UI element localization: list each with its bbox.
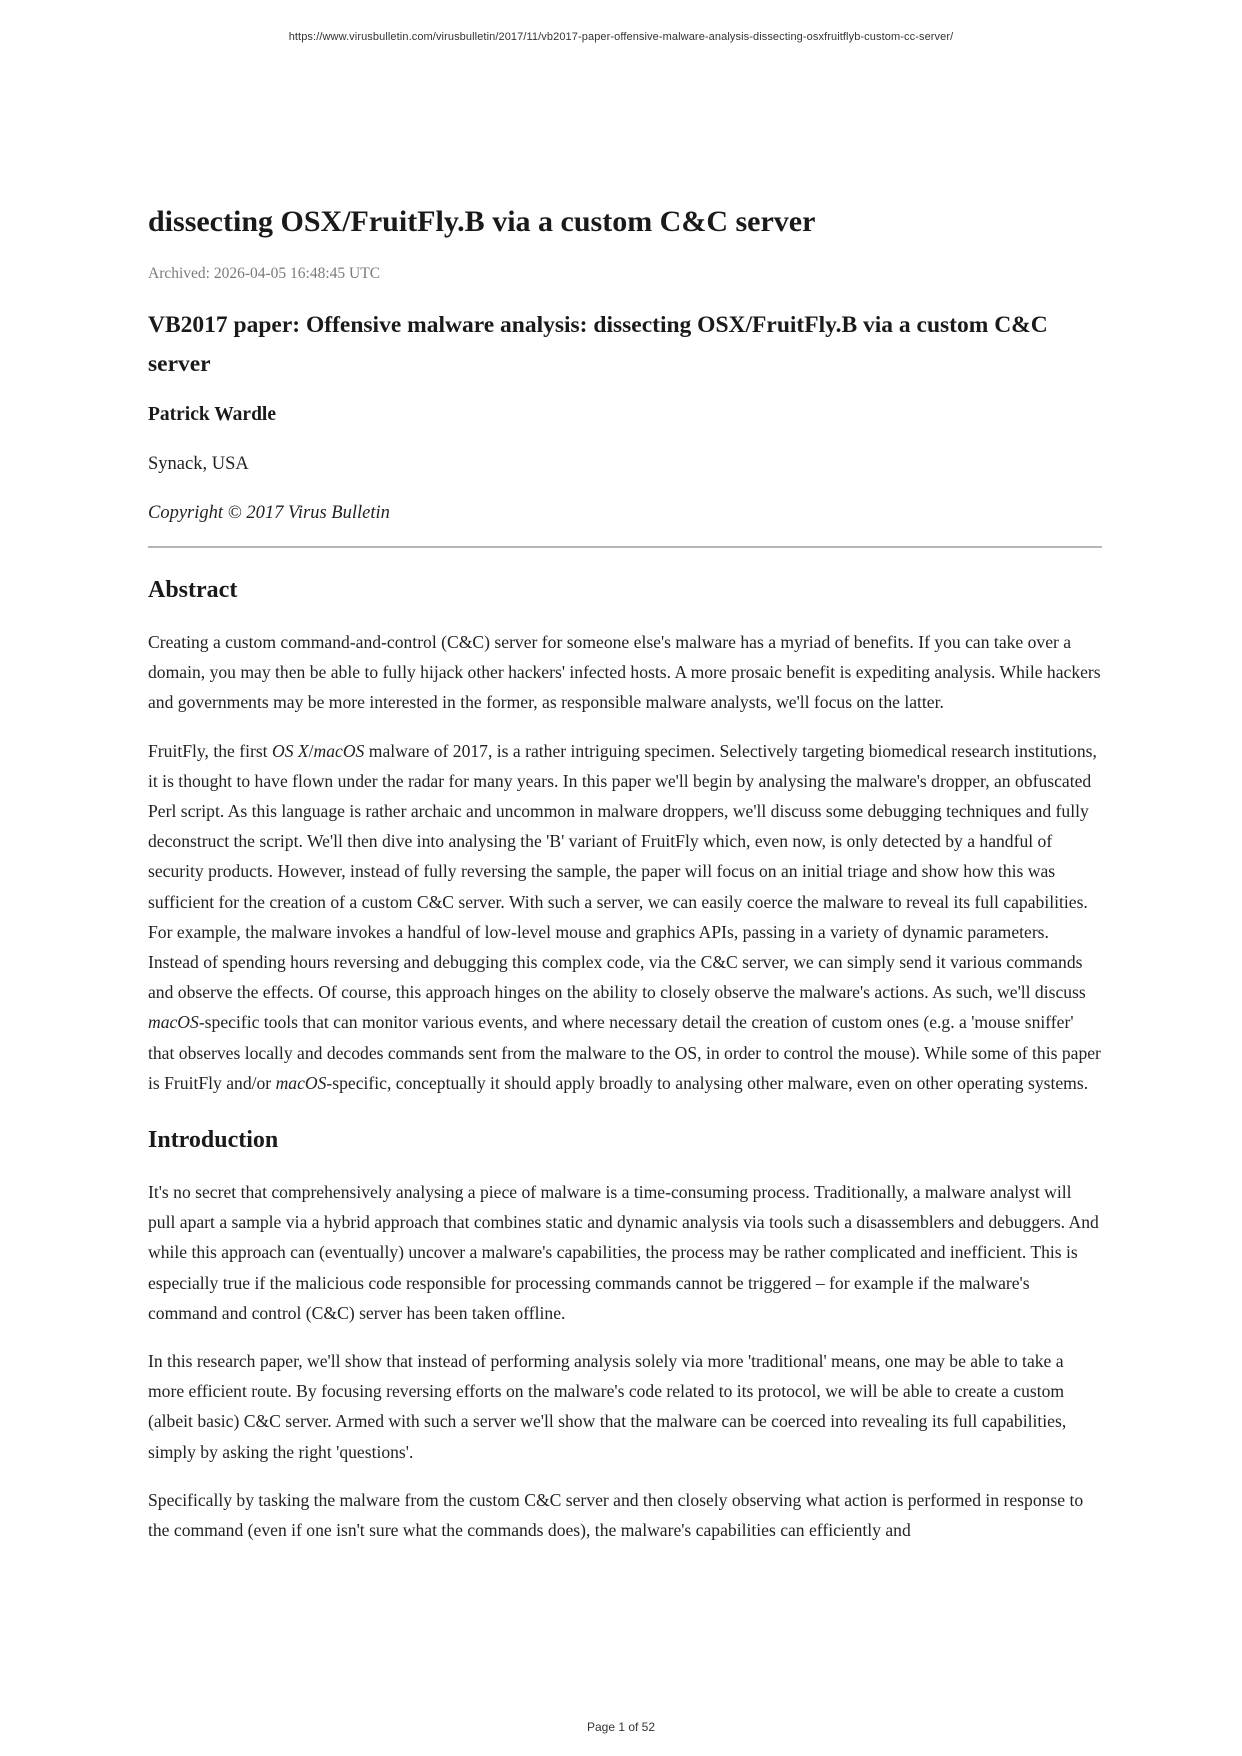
abstract-paragraph-1: Creating a custom command-and-control (C&C) server for someone else's malware has a myriad of benefits. If you can take over a domain, you may then be able to fully hijack other hackers' infected hosts. A more prosaic benefit is expediting analysis. While hackers and governments may be more interested in the former, as responsible malware analysts, we'll focus on the latter.	[148, 632, 1101, 713]
source-url: https://www.virusbulletin.com/virusbulletin/2017/11/vb2017-paper-offensive-malware-analysis-dissecting-osxfruitflyb-custom-cc-server/	[288, 31, 954, 43]
introduction-heading: Introduction	[148, 1127, 279, 1154]
italic-term-macos: macOS	[313, 740, 365, 761]
section-divider	[148, 546, 1102, 548]
introduction-section	[148, 1124, 1102, 1545]
copyright-notice: Copyright © 2017 Virus Bulletin	[148, 503, 390, 523]
introduction-paragraph-1: It's no secret that comprehensively analysing a piece of malware is a time-consuming process. Traditionally, a malware analyst will pull apart a sample via a hybrid approach that combines static and dynamic analysis via tools such a disassemblers and debuggers. And while this approach can (eventually) uncover a malware's capabilities, the process may be rather complicated and inefficient. This is especially true if the malicious code responsible for processing commands cannot be triggered – for example if the malware's command and control (C&C) server has been taken offline.	[148, 1182, 1099, 1323]
text-run: /	[308, 740, 314, 761]
abstract-section	[148, 574, 1102, 1098]
archived-timestamp: Archived: 2026-04-05 16:48:45 UTC	[148, 265, 381, 282]
author-affiliation: Synack, USA	[148, 454, 249, 474]
abstract-heading: Abstract	[148, 577, 238, 603]
introduction-paragraph-2: In this research paper, we'll show that instead of performing analysis solely via more 'traditional' means, one may be able to take a more efficient route. By focusing reversing efforts on the malware's code related to its protocol, we will be able to create a custom (albeit basic) C&C server. Armed with such a server we'll show that the malware can be coerced into revealing its full capabilities, simply by asking the right 'questions'.	[148, 1351, 1067, 1462]
italic-term-macos: macOS	[275, 1072, 327, 1093]
author-name: Patrick Wardle	[148, 404, 276, 425]
document-body	[148, 202, 1102, 1545]
text-run: -specific, conceptually it should apply broadly to analysing other malware, even on other operating systems.	[326, 1072, 1089, 1093]
text-run: -specific tools that can monitor various events, and where necessary detail the creation of custom ones (e.g. a 'mouse sniffer' that observes locally and decodes commands sent from the malware to the OS, in order to control the mouse). While some of this paper is FruitFly and/or	[148, 1012, 1101, 1093]
italic-term-os-x: OS X	[271, 740, 309, 761]
introduction-paragraph-3: Specifically by tasking the malware from the custom C&C server and then closely observing what action is performed in response to the command (even if one isn't sure what the commands does), the malware's capabilities can efficiently and	[148, 1489, 1084, 1541]
page-number: Page 1 of 52	[586, 1720, 656, 1734]
paper-title: VB2017 paper: Offensive malware analysis: dissecting OSX/FruitFly.B via a custom C&C server	[148, 312, 1048, 377]
text-run: FruitFly, the first	[148, 740, 272, 761]
page-title: dissecting OSX/FruitFly.B via a custom C&C server	[148, 205, 816, 238]
abstract-paragraph-2	[148, 736, 1102, 1098]
italic-term-macos: macOS	[148, 1012, 199, 1033]
text-run: malware of 2017, is a rather intriguing specimen. Selectively targeting biomedical research institutions, it is thought to have flown under the radar for many years. In this paper we'll begin by analysing the malware's dropper, an obfuscated Perl script. As this language is rather archaic and uncommon in malware droppers, we'll discuss some debugging techniques and fully deconstruct the script. We'll then dive into analysing the 'B' variant of FruitFly which, even now, is only detected by a handful of security products. However, instead of fully reversing the sample, the paper will focus on an initial triage and show how this was sufficient for the creation of a custom C&C server. With such a server, we can easily coerce the malware to reveal its full capabilities. For example, the malware invokes a handful of low-level mouse and graphics APIs, passing in a variety of dynamic parameters. Instead of spending hours reversing and debugging this complex code, via the C&C server, we can simply send it various commands and observe the effects. Of course, this approach hinges on the ability to closely observe the malware's actions. As such, we'll discuss	[148, 740, 1097, 1003]
